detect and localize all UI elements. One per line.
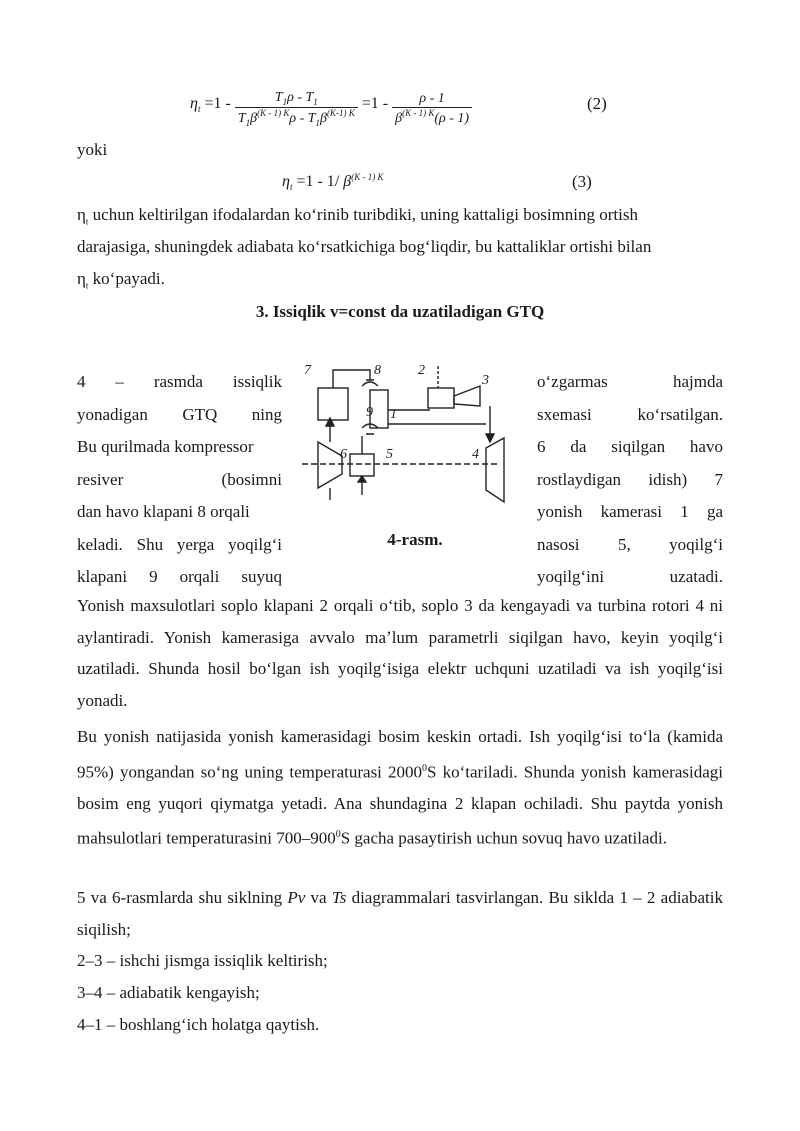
column-word: idish)	[648, 469, 688, 489]
column-word: siqilgan	[611, 437, 666, 456]
column-word: kamerasi	[600, 502, 662, 521]
column-word: oʻzgarmas	[537, 372, 608, 391]
column-line	[77, 366, 282, 399]
column-word: ning	[251, 404, 282, 424]
rho-minus-t: ρ - T	[287, 90, 314, 105]
beta-eq3: β	[343, 173, 352, 190]
sub-1d: 1	[315, 117, 321, 128]
degree-sup-1: 0	[422, 762, 428, 774]
sub-1c: 1	[245, 117, 251, 128]
column-word: ga	[706, 502, 723, 521]
label-8: 8	[374, 363, 381, 378]
column-word: uzatadi.	[669, 567, 723, 586]
column-word: 1	[680, 502, 689, 521]
para3-part-b: S koʻtariladi. Shunda yonish kamerasidagi bosim eng yuqori qiymatga yetadi. Ana shundagina 2 klapan ochiladi. Shu paytda yonish mahsulotlari temperaturasini 700–900	[77, 762, 723, 848]
equals-one-minus-one: =1 - 1	[296, 173, 335, 190]
column-line	[537, 529, 723, 562]
column-word: rostlaydigan	[537, 469, 622, 489]
column-line	[537, 431, 723, 464]
fuel-pump-5	[350, 454, 374, 476]
column-line	[77, 431, 282, 464]
column-line	[537, 561, 723, 594]
column-word: Shu	[136, 534, 164, 554]
ts-term: Ts	[331, 888, 347, 907]
column-word: suyuq	[241, 567, 282, 586]
air-pipe-to-valve-8	[333, 370, 370, 388]
slash: /	[334, 173, 340, 190]
column-word: issiqlik	[232, 372, 282, 391]
column-word: (bosimni	[221, 469, 282, 489]
column-line	[77, 496, 282, 529]
paragraph-4	[77, 882, 723, 945]
t1-term: T	[274, 90, 283, 105]
column-line	[77, 464, 282, 497]
fraction-2-denominator	[392, 107, 472, 127]
label-7: 7	[304, 363, 311, 378]
label-5: 5	[386, 447, 393, 462]
column-word: –	[115, 372, 124, 391]
column-word: yonish	[537, 502, 583, 521]
label-4: 4	[472, 447, 479, 462]
list-item: 3–4 – adiabatik kengayish;	[77, 983, 260, 1002]
column-word: nasosi	[537, 534, 580, 554]
equation-2	[0, 78, 800, 128]
figure-caption: 4-rasm.	[387, 530, 443, 549]
column-word: yoqilgʻi	[228, 534, 282, 554]
equals-one-minus: =1 -	[204, 94, 231, 112]
column-word: GTQ	[182, 404, 218, 424]
eta-symbol-3: η	[282, 173, 290, 190]
column-word: dan havo klapani 8 orqali	[77, 502, 250, 521]
eta-symbol: η	[190, 94, 198, 112]
column-word: yoqilgʻi	[669, 534, 723, 554]
beta: β	[250, 110, 258, 126]
para3-part-a: Bu yonish natijasida yonish kamerasidagi bosim keskin ortadi. Ish yoqilgʻisi toʻla (kamida 95%) yongandan soʻng uning temperaturasi 2000	[77, 727, 723, 782]
column-word: 4	[77, 372, 86, 391]
column-line	[537, 399, 723, 432]
column-line	[77, 399, 282, 432]
para1-line3	[77, 269, 165, 290]
beta-exponent-3: (K - 1) K	[402, 107, 435, 118]
eta-inline: η	[77, 205, 86, 224]
yoki-word: yoki	[77, 140, 108, 159]
eta-inline-2: η	[77, 269, 86, 288]
column-word: 9	[149, 567, 158, 586]
label-3: 3	[482, 373, 489, 388]
column-line	[537, 496, 723, 529]
list-item: 2–3 – ishchi jismga issiqlik keltirish;	[77, 951, 328, 970]
column-line	[77, 561, 282, 594]
beta-exponent-eq3: (K - 1) K	[351, 172, 384, 182]
column-word: yoqilgʻini	[537, 567, 605, 586]
pump-arrow	[358, 476, 366, 482]
sub-1b: 1	[313, 96, 318, 107]
label-6: 6	[340, 447, 347, 462]
fraction-1	[235, 90, 358, 128]
column-word: 5,	[617, 534, 631, 554]
beta-exponent: (K - 1) K	[257, 107, 290, 118]
equation-3-body	[282, 172, 383, 192]
air-valve-8	[362, 380, 378, 386]
para1-line1	[77, 205, 638, 226]
eta-subscript-3: t	[289, 182, 293, 193]
fraction-2-numerator: ρ - 1	[419, 90, 445, 106]
gas-arrow	[486, 434, 494, 442]
paragraph-2: Yonish maxsulotlari soplo klapani 2 orqali oʻtib, soplo 3 da kengayadi va turbina rotori 4 ni aylantiradi. Yonish kamerasiga avvalo maʼlum parametrli siqilgan havo, keyin yoqilgʻi uzatiladi. Shunda hosil boʻlgan ish yoqilgʻisiga elektr uchquni uzatiladi va ish yoqilgʻisi yonadi.	[77, 596, 723, 710]
equation-2-number: (2)	[587, 94, 607, 113]
fraction-1-numerator	[235, 90, 358, 107]
paragraph-3	[77, 721, 723, 854]
compressor-6	[318, 442, 342, 488]
para3-part-c: S gacha pasaytirish uchun sovuq havo uzatiladi.	[340, 828, 667, 848]
equation-3	[0, 168, 800, 198]
label-2: 2	[418, 363, 425, 378]
nozzle-valve-2	[428, 388, 454, 408]
para4-part-b: diagrammalari tasvirlangan. Bu siklda 1 – 2 adiabatik siqilish;	[77, 888, 723, 939]
para1-line2: darajasiga, shuningdek adiabata koʻrsatkichiga bogʻliqdir, bu kattaliklar ortishi bilan	[77, 237, 652, 256]
receiver-7	[318, 388, 348, 420]
section-heading: 3. Issiqlik v=const da uzatiladigan GTQ	[255, 302, 545, 321]
column-word: 7	[714, 469, 723, 489]
column-word: yonadigan	[77, 404, 148, 424]
para1-text-3: koʻpayadi.	[88, 269, 165, 288]
turbine-4	[486, 438, 504, 502]
para4-va: va	[305, 888, 332, 907]
right-text-column	[537, 366, 723, 594]
eta-inline-sub: t	[85, 216, 89, 227]
rho-minus-one: (ρ - 1)	[434, 110, 470, 126]
column-word: da	[570, 437, 587, 456]
pv-term: Pv	[287, 888, 306, 907]
equals-one-minus-2: =1 -	[361, 94, 389, 112]
label-9: 9	[366, 405, 373, 420]
fraction-1-denominator	[235, 107, 358, 128]
equation-3-number: (3)	[572, 172, 592, 191]
column-word: 6	[537, 437, 546, 456]
column-word: rasmda	[153, 372, 203, 391]
equation-2-body	[190, 90, 472, 128]
column-word: hajmda	[672, 372, 723, 391]
fraction-2	[392, 91, 472, 127]
column-line	[537, 366, 723, 399]
eta-subscript: t	[197, 103, 201, 114]
column-word: resiver	[77, 469, 124, 489]
column-word: yerga	[176, 534, 215, 554]
para4-part-a: 5 va 6-rasmlarda shu siklning	[77, 888, 288, 907]
nozzle-3	[454, 386, 480, 406]
beta-exponent-2: (K-1) K	[327, 107, 355, 118]
rho-minus-t-den: ρ - T	[289, 110, 316, 126]
left-text-column	[77, 366, 282, 594]
beta-2: β	[320, 110, 327, 126]
column-word: havo	[689, 437, 723, 456]
column-line	[537, 464, 723, 497]
para1-text-1: uchun keltirilgan ifodalardan koʻrinib turibdiki, uning kattaligi bosimning ortish	[88, 205, 638, 224]
column-word: orqali	[179, 567, 220, 586]
column-line	[77, 529, 282, 562]
column-word: sxemasi	[537, 404, 592, 424]
column-word: Bu qurilmada kompressor	[77, 437, 254, 456]
degree-sup-2: 0	[335, 829, 341, 841]
sub-1: 1	[282, 96, 288, 107]
list-item: 4–1 – boshlangʻich holatga qaytish.	[77, 1015, 320, 1034]
air-arrow-up	[326, 418, 334, 426]
eta-inline-sub-2: t	[85, 280, 89, 291]
column-word: keladi.	[77, 534, 123, 554]
label-1: 1	[390, 407, 397, 422]
column-word: koʻrsatilgan.	[637, 404, 723, 424]
beta-3: β	[395, 110, 403, 126]
column-word: klapani	[77, 567, 128, 586]
t1-den: T	[237, 110, 246, 126]
